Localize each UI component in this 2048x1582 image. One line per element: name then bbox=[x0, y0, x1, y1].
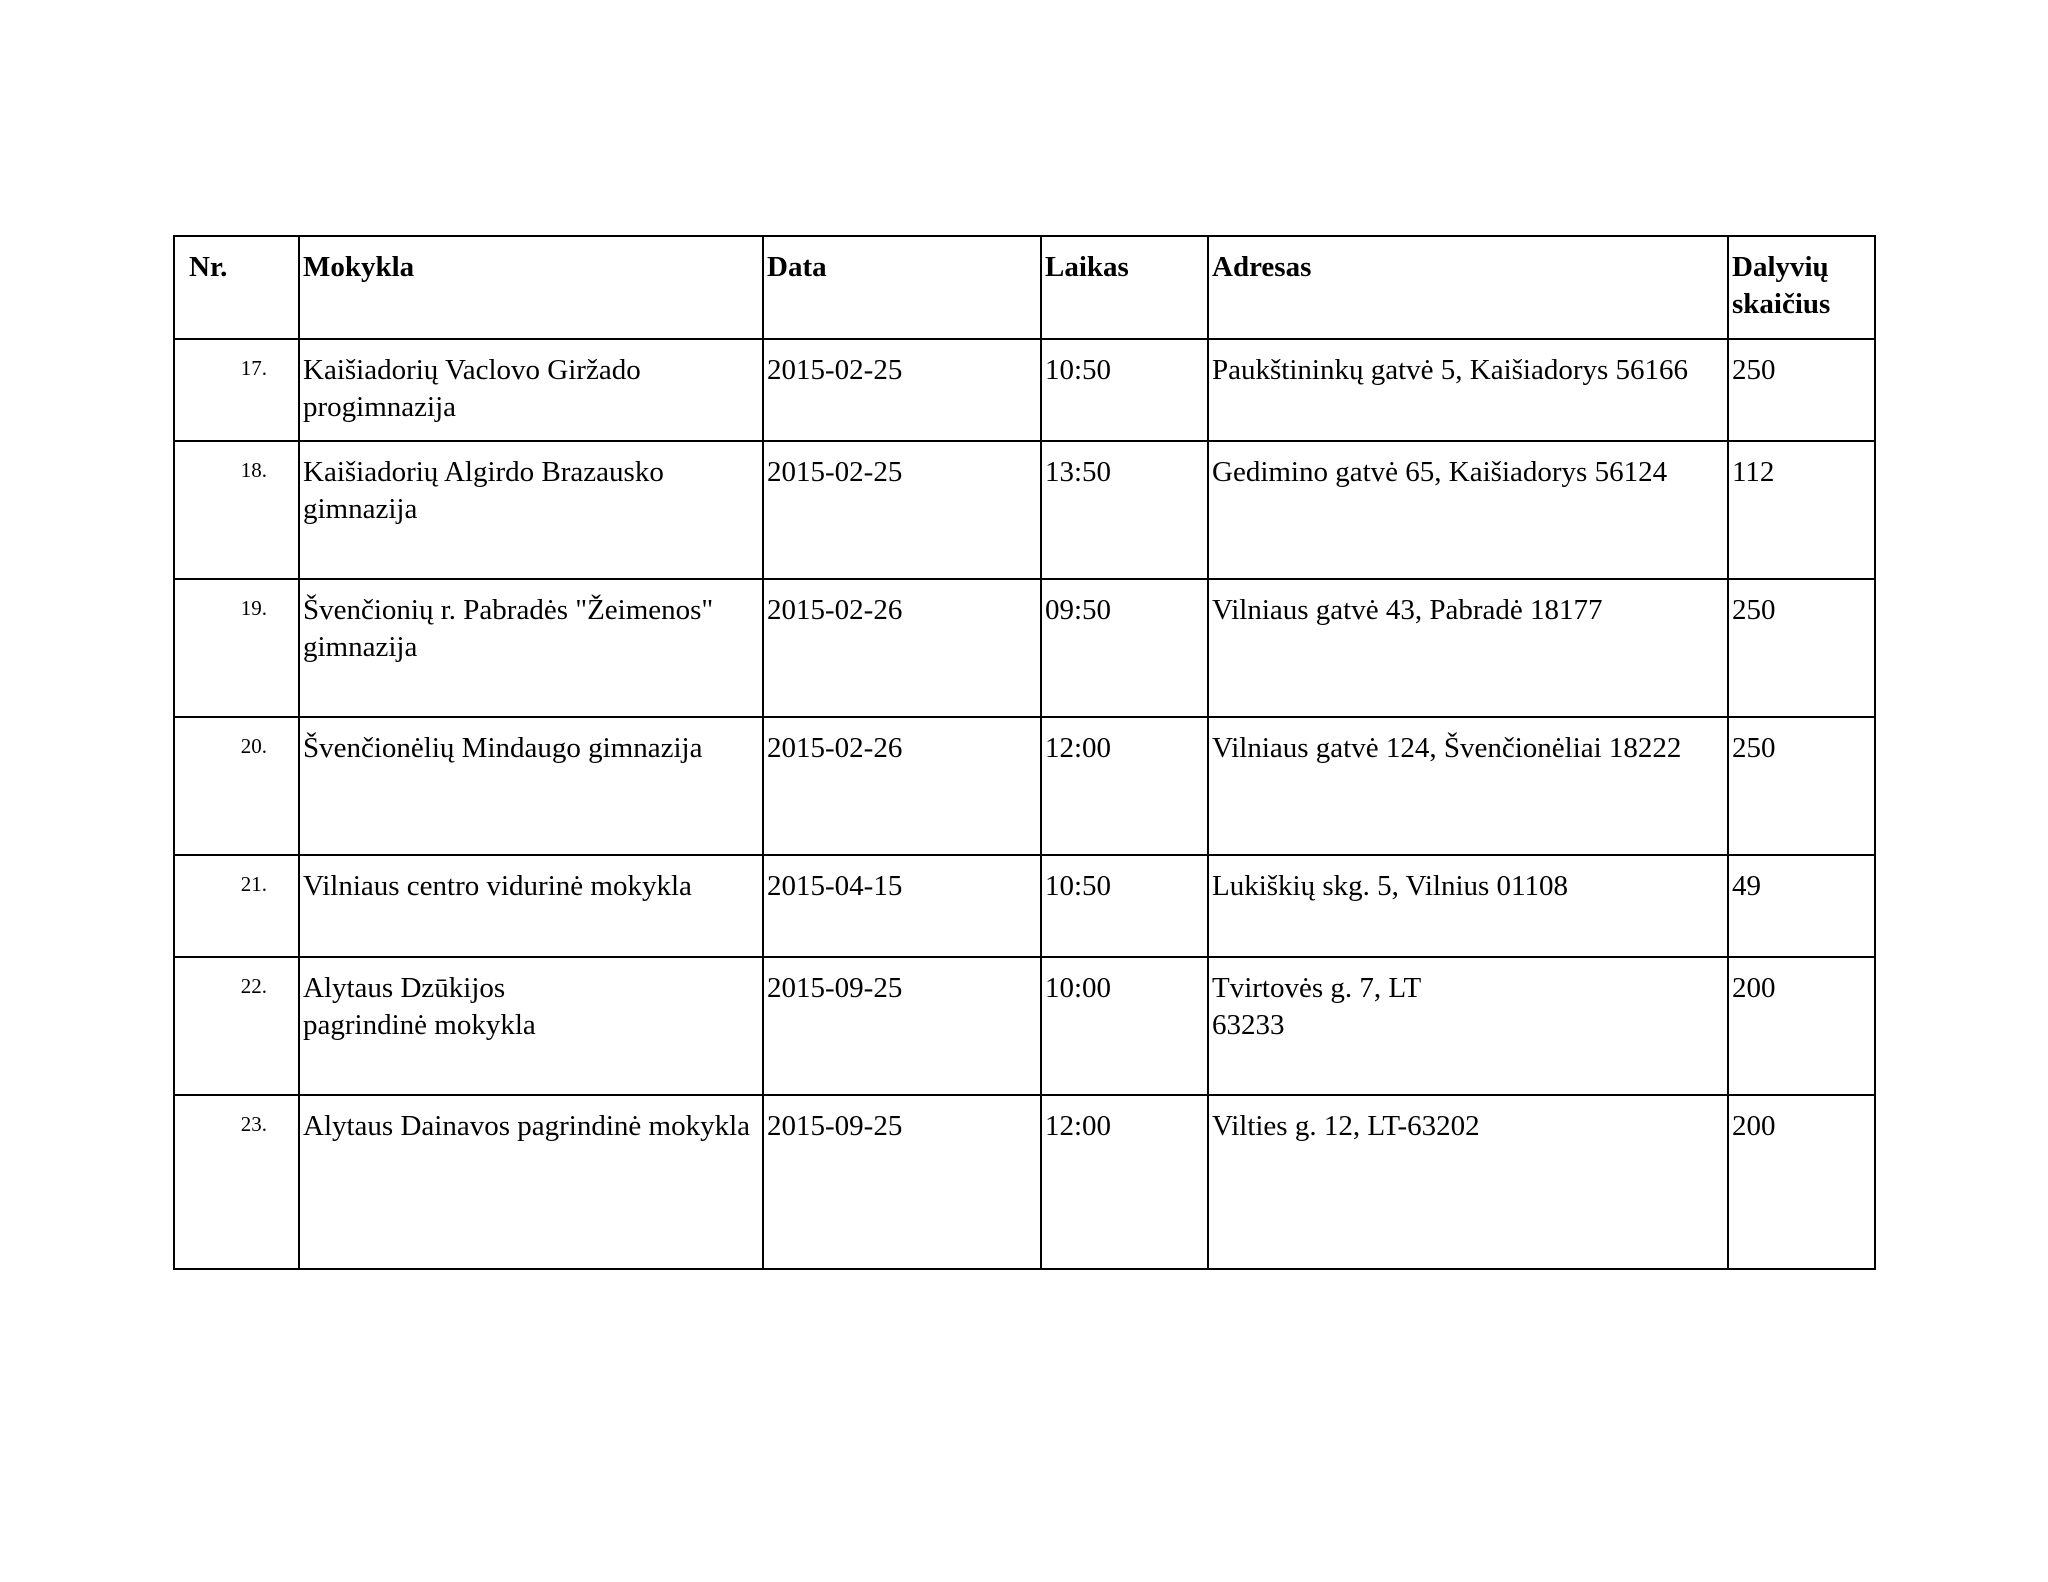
event-time: 09:50 bbox=[1041, 579, 1208, 717]
row-number: 18. bbox=[174, 441, 299, 579]
header-nr: Nr. bbox=[174, 236, 299, 339]
event-time: 13:50 bbox=[1041, 441, 1208, 579]
school-address: Vilniaus gatvė 124, Švenčionėliai 18222 bbox=[1208, 717, 1728, 855]
header-school: Mokykla bbox=[299, 236, 763, 339]
school-address: Lukiškių skg. 5, Vilnius 01108 bbox=[1208, 855, 1728, 957]
event-date: 2015-09-25 bbox=[763, 1095, 1041, 1269]
header-address: Adresas bbox=[1208, 236, 1728, 339]
school-name: Vilniaus centro vidurinė mokykla bbox=[299, 855, 763, 957]
school-name: Alytaus Dzūkijos pagrindinė mokykla bbox=[299, 957, 763, 1095]
table-row bbox=[174, 717, 1875, 855]
table-header-row bbox=[174, 236, 1875, 339]
event-time: 12:00 bbox=[1041, 717, 1208, 855]
school-address: Paukštininkų gatvė 5, Kaišiadorys 56166 bbox=[1208, 339, 1728, 441]
participant-count: 200 bbox=[1728, 957, 1875, 1095]
header-date: Data bbox=[763, 236, 1041, 339]
participant-count: 250 bbox=[1728, 339, 1875, 441]
table-row bbox=[174, 579, 1875, 717]
schools-table bbox=[173, 235, 1876, 1270]
row-number: 21. bbox=[174, 855, 299, 957]
event-date: 2015-02-26 bbox=[763, 717, 1041, 855]
school-address: Gedimino gatvė 65, Kaišiadorys 56124 bbox=[1208, 441, 1728, 579]
event-date: 2015-09-25 bbox=[763, 957, 1041, 1095]
school-address: Vilniaus gatvė 43, Pabradė 18177 bbox=[1208, 579, 1728, 717]
school-name: Švenčionėlių Mindaugo gimnazija bbox=[299, 717, 763, 855]
school-name: Kaišiadorių Algirdo Brazausko gimnazija bbox=[299, 441, 763, 579]
school-address: Tvirtovės g. 7, LT 63233 bbox=[1208, 957, 1728, 1095]
table-row bbox=[174, 957, 1875, 1095]
event-time: 10:50 bbox=[1041, 855, 1208, 957]
row-number: 23. bbox=[174, 1095, 299, 1269]
table-row bbox=[174, 441, 1875, 579]
table-row bbox=[174, 339, 1875, 441]
participant-count: 250 bbox=[1728, 579, 1875, 717]
school-name: Alytaus Dainavos pagrindinė mokykla bbox=[299, 1095, 763, 1269]
event-date: 2015-02-26 bbox=[763, 579, 1041, 717]
event-date: 2015-02-25 bbox=[763, 441, 1041, 579]
header-participants: Dalyvių skaičius bbox=[1728, 236, 1875, 339]
participant-count: 200 bbox=[1728, 1095, 1875, 1269]
event-time: 10:50 bbox=[1041, 339, 1208, 441]
school-name: Švenčionių r. Pabradės "Žeimenos" gimnazija bbox=[299, 579, 763, 717]
event-time: 10:00 bbox=[1041, 957, 1208, 1095]
school-name: Kaišiadorių Vaclovo Giržado progimnazija bbox=[299, 339, 763, 441]
participant-count: 250 bbox=[1728, 717, 1875, 855]
header-time: Laikas bbox=[1041, 236, 1208, 339]
event-time: 12:00 bbox=[1041, 1095, 1208, 1269]
table-row bbox=[174, 855, 1875, 957]
row-number: 19. bbox=[174, 579, 299, 717]
row-number: 20. bbox=[174, 717, 299, 855]
row-number: 17. bbox=[174, 339, 299, 441]
event-date: 2015-04-15 bbox=[763, 855, 1041, 957]
participant-count: 112 bbox=[1728, 441, 1875, 579]
school-address: Vilties g. 12, LT-63202 bbox=[1208, 1095, 1728, 1269]
table-row bbox=[174, 1095, 1875, 1269]
event-date: 2015-02-25 bbox=[763, 339, 1041, 441]
row-number: 22. bbox=[174, 957, 299, 1095]
participant-count: 49 bbox=[1728, 855, 1875, 957]
